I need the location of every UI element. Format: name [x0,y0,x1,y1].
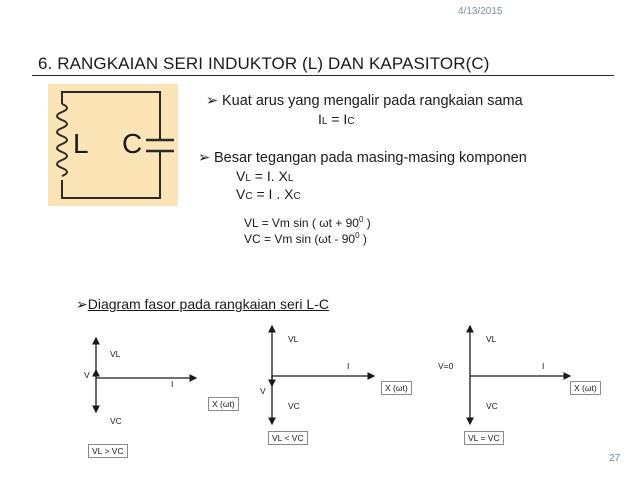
diagram2-vc-label: VC [288,401,300,411]
diagram2-x-label: X (ωt) [381,381,412,395]
arrow-bullet-icon: ➢ [76,296,88,312]
diagram2-vl-label: VL [288,334,299,344]
arrow-bullet-icon: ➢ [198,150,211,166]
arrow-bullet-icon: ➢ [206,93,219,109]
diagram3-caption: VL = VC [464,431,504,445]
diagram1-caption: VL > VC [88,444,128,458]
diagram1-vc-label: VC [110,416,122,426]
inductor-label: L [73,128,89,159]
phasor-heading-text: Diagram fasor pada rangkaian seri L-C [87,296,329,312]
vc-sine-formula: VC = Vm $\sin (\omega t - 90^0$ ) [244,231,367,246]
page-number: 27 [609,453,621,464]
diagram1-x-label: X (ωt) [208,397,239,411]
bullet-text: Besar tegangan pada masing-masing komponen [214,150,527,166]
diagram1-v-label: V [84,370,90,380]
vc-equation: VC = I . XC [236,186,301,202]
vl-sine-formula: VL = Vm sin ( $\omega t + 90^0$ ) [244,215,371,230]
diagram2-i-label: I [347,361,350,371]
diagram2-v-label: V [260,386,266,396]
slide-title: 6. RANGKAIAN SERI INDUKTOR (L) DAN KAPASITOR(C) [38,54,490,73]
slide-date: 4/13/2015 [458,6,503,17]
diagram3-vl-label: VL [486,334,497,344]
diagram1-i-label: I [171,379,174,389]
bullet-text: Kuat arus yang mengalir pada rangkaian sama [222,93,523,109]
diagram3-vc-label: VC [486,401,498,411]
diagram3-i-label: I [542,361,545,371]
capacitor-label: C [122,128,143,159]
vl-equation: VL = I. XL [236,168,294,184]
phasor-diagram-3 [470,326,570,424]
current-equation: IL = IC [318,111,355,127]
diagram2-caption: VL < VC [268,431,308,445]
diagram3-v-label: V=0 [438,361,454,371]
diagram1-vl-label: VL [110,349,121,359]
diagram3-x-label: X (ωt) [570,381,601,395]
